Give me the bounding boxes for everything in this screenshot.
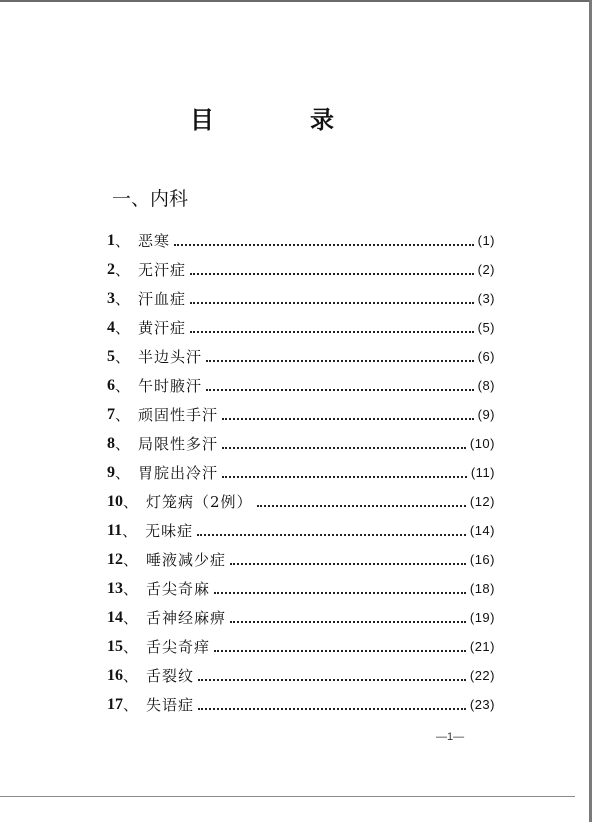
entry-title: 灯笼病（2例） <box>146 493 253 511</box>
toc-entry-15 <box>107 632 495 661</box>
entry-page: (16) <box>469 552 495 567</box>
entry-number: 11 <box>107 521 123 539</box>
dot-leader <box>230 563 466 565</box>
entry-page: (11) <box>470 465 495 480</box>
toc-entry-11 <box>107 516 495 545</box>
toc-entry-17 <box>107 690 495 719</box>
entry-page: (6) <box>477 349 495 364</box>
entry-number: 8 <box>107 434 115 452</box>
entry-page: (2) <box>477 262 495 277</box>
entry-number: 1 <box>107 231 115 249</box>
dot-leader <box>222 418 474 420</box>
entry-separator: 、 <box>115 319 131 337</box>
entry-title: 无汗症 <box>138 261 187 279</box>
dot-leader <box>190 331 474 333</box>
entry-title: 恶寒 <box>138 232 171 250</box>
page-number: —1— <box>436 731 465 743</box>
toc-entry-7 <box>107 400 495 429</box>
entry-page: (22) <box>469 668 495 683</box>
entry-separator: 、 <box>123 609 139 627</box>
entry-separator: 、 <box>115 464 131 482</box>
toc-entry-2 <box>107 255 495 284</box>
entry-page: (21) <box>469 639 495 654</box>
entry-separator: 、 <box>115 232 131 250</box>
page-title: 目 录 <box>190 106 370 134</box>
entry-number: 17 <box>107 695 123 713</box>
dot-leader <box>222 447 466 449</box>
toc-entry-1 <box>107 226 495 255</box>
toc-entry-5 <box>107 342 495 371</box>
entry-number: 10 <box>107 492 123 510</box>
entry-title: 舌尖奇麻 <box>146 580 211 598</box>
section-heading: 一、内科 <box>112 188 189 210</box>
entry-number: 16 <box>107 666 123 684</box>
entry-number: 4 <box>107 318 115 336</box>
entry-separator: 、 <box>123 493 139 511</box>
dot-leader <box>198 679 466 681</box>
entry-number: 5 <box>107 347 115 365</box>
entry-separator: 、 <box>115 261 131 279</box>
entry-title: 唾液减少症 <box>146 551 227 569</box>
page-top-border <box>0 0 592 2</box>
entry-separator: 、 <box>123 696 139 714</box>
entry-number: 14 <box>107 608 123 626</box>
entry-number: 9 <box>107 463 115 481</box>
entry-number: 6 <box>107 376 115 394</box>
entry-page: (12) <box>469 494 495 509</box>
entry-separator: 、 <box>123 638 139 656</box>
entry-page: (1) <box>477 233 495 248</box>
toc-entry-4 <box>107 313 495 342</box>
entry-page: (5) <box>477 320 495 335</box>
entry-title: 舌神经麻痹 <box>146 609 227 627</box>
dot-leader <box>214 650 466 652</box>
entry-page: (8) <box>477 378 495 393</box>
toc-entry-10 <box>107 487 495 516</box>
entry-number: 12 <box>107 550 123 568</box>
entry-page: (9) <box>477 407 495 422</box>
entry-title: 无味症 <box>145 522 194 540</box>
entry-separator: 、 <box>123 580 139 598</box>
entry-page: (18) <box>469 581 495 596</box>
entry-title: 半边头汗 <box>138 348 203 366</box>
toc-entry-6 <box>107 371 495 400</box>
entry-separator: 、 <box>123 667 139 685</box>
entry-title: 舌尖奇痒 <box>146 638 211 656</box>
entry-separator: 、 <box>115 406 131 424</box>
toc-entry-3 <box>107 284 495 313</box>
dot-leader <box>190 302 474 304</box>
toc-entry-12 <box>107 545 495 574</box>
entry-number: 2 <box>107 260 115 278</box>
dot-leader <box>197 534 466 536</box>
entry-number: 15 <box>107 637 123 655</box>
entry-number: 13 <box>107 579 123 597</box>
entry-separator: 、 <box>115 435 131 453</box>
dot-leader <box>190 273 474 275</box>
entry-separator: 、 <box>115 348 131 366</box>
toc-entry-9 <box>107 458 495 487</box>
entry-number: 7 <box>107 405 115 423</box>
dot-leader <box>206 360 474 362</box>
entry-page: (14) <box>469 523 495 538</box>
toc-entry-14 <box>107 603 495 632</box>
toc-entry-8 <box>107 429 495 458</box>
table-of-contents <box>107 226 495 719</box>
entry-title: 局限性多汗 <box>138 435 219 453</box>
entry-separator: 、 <box>123 551 139 569</box>
entry-separator: 、 <box>115 290 131 308</box>
entry-number: 3 <box>107 289 115 307</box>
dot-leader <box>257 505 466 507</box>
entry-separator: 、 <box>115 377 131 395</box>
dot-leader <box>206 389 474 391</box>
dot-leader <box>214 592 466 594</box>
entry-separator: 、 <box>122 522 138 540</box>
entry-page: (19) <box>469 610 495 625</box>
dot-leader <box>174 244 474 246</box>
entry-page: (3) <box>477 291 495 306</box>
entry-title: 汗血症 <box>138 290 187 308</box>
toc-entry-16 <box>107 661 495 690</box>
entry-title: 黄汗症 <box>138 319 187 337</box>
page-bottom-rule <box>0 796 575 797</box>
entry-page: (10) <box>469 436 495 451</box>
toc-entry-13 <box>107 574 495 603</box>
entry-title: 顽固性手汗 <box>138 406 219 424</box>
dot-leader <box>222 476 467 478</box>
dot-leader <box>198 708 466 710</box>
entry-title: 胃脘出冷汗 <box>138 464 219 482</box>
entry-title: 失语症 <box>146 696 195 714</box>
entry-title: 午时腋汗 <box>138 377 203 395</box>
entry-title: 舌裂纹 <box>146 667 195 685</box>
entry-page: (23) <box>469 697 495 712</box>
dot-leader <box>230 621 466 623</box>
